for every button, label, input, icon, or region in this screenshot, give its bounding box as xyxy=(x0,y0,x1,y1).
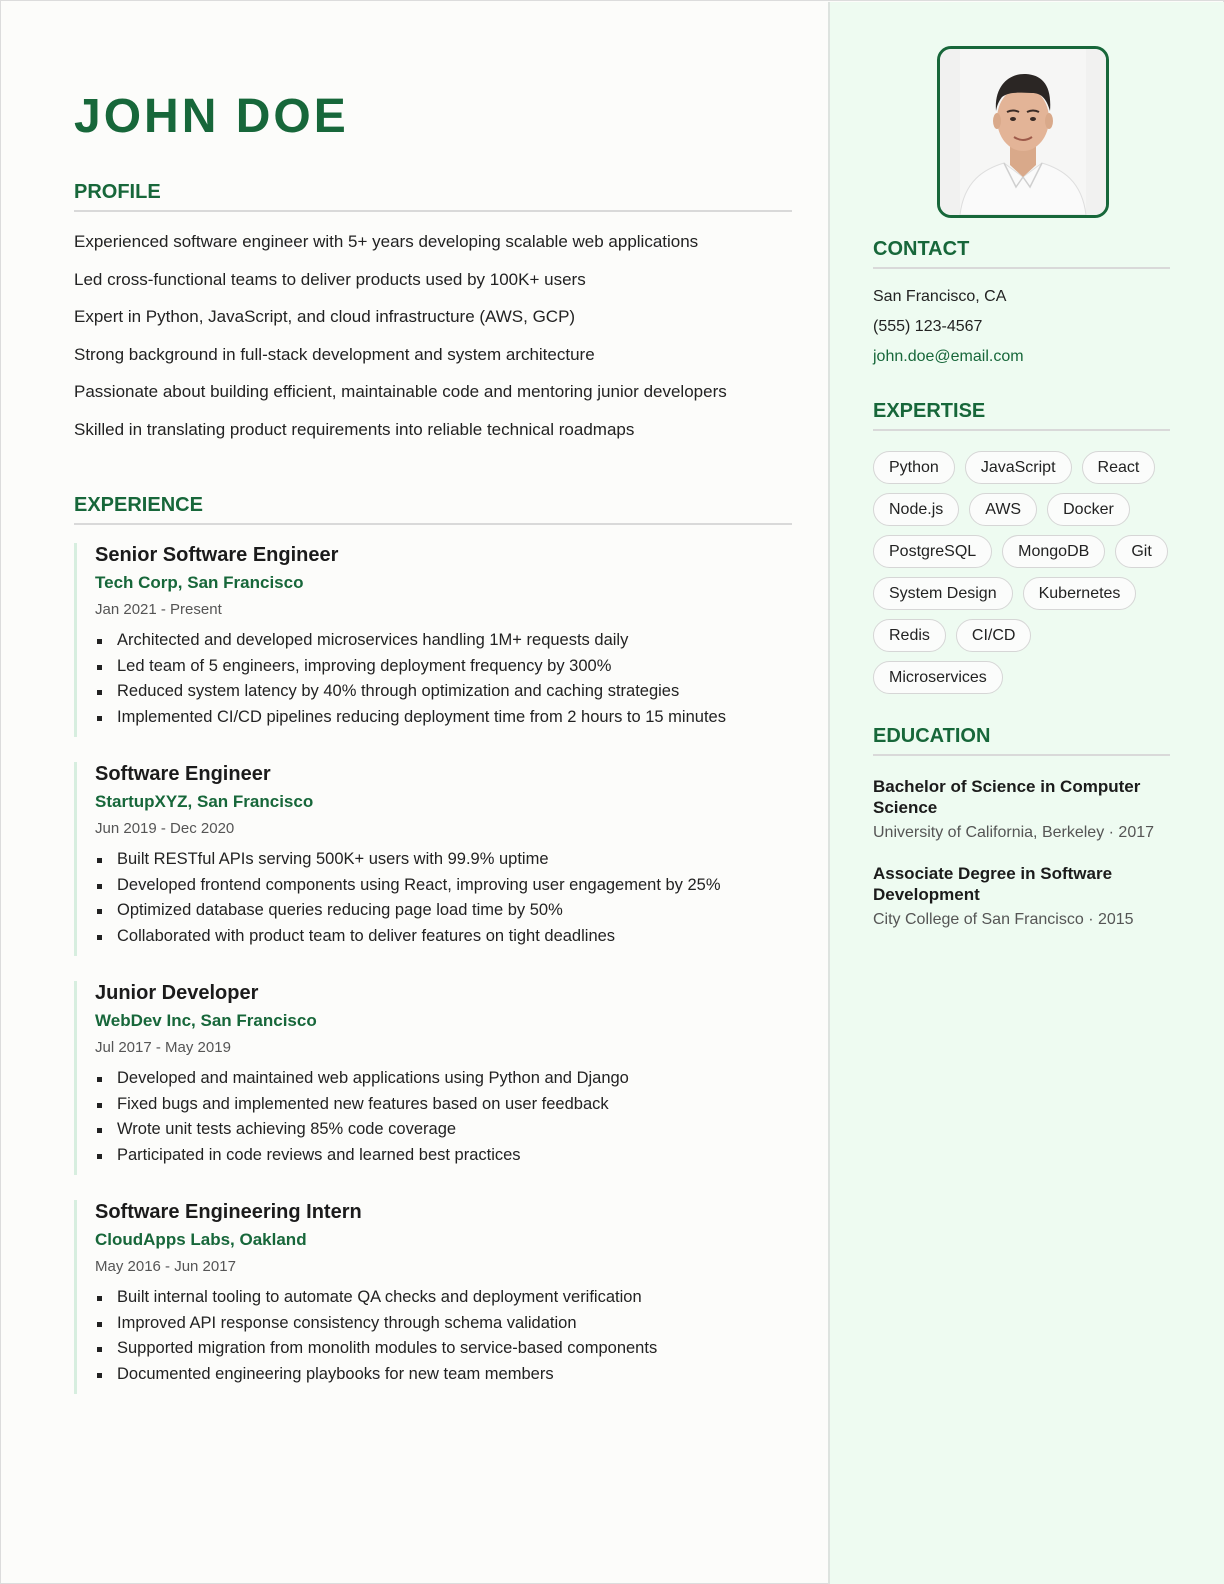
skill-chips xyxy=(873,451,1170,694)
skill-chip: Node.js xyxy=(873,493,959,526)
skill-chip: MongoDB xyxy=(1002,535,1105,568)
expertise-section xyxy=(873,400,1170,694)
job-company: Tech Corp, San Francisco xyxy=(95,573,304,592)
job-bullet: Optimized database queries reducing page load time by 50% xyxy=(95,901,792,920)
job-bullet: Built internal tooling to automate QA checks and deployment verification xyxy=(95,1288,792,1307)
job-bullet: Built RESTful APIs serving 500K+ users with 99.9% uptime xyxy=(95,850,792,869)
job-title: Junior Developer xyxy=(95,982,259,1004)
portrait-image xyxy=(940,49,1106,215)
job-bullet: Supported migration from monolith modules to service-based components xyxy=(95,1339,792,1358)
profile-line: Led cross-functional teams to deliver products used by 100K+ users xyxy=(74,269,586,289)
profile-section xyxy=(74,181,792,457)
education-degree: Associate Degree in Software Development xyxy=(873,864,1113,904)
skill-chip: Redis xyxy=(873,619,946,652)
education-entry xyxy=(873,776,1170,843)
job-entry xyxy=(74,981,792,1175)
skill-chip: AWS xyxy=(969,493,1037,526)
job-dates: May 2016 - Jun 2017 xyxy=(95,1258,236,1275)
job-title: Senior Software Engineer xyxy=(95,544,339,566)
experience-section xyxy=(74,494,792,1419)
profile-photo xyxy=(937,46,1109,218)
job-entry xyxy=(74,762,792,956)
section-title-experience: EXPERIENCE xyxy=(74,494,792,525)
section-title-contact: CONTACT xyxy=(873,238,1170,269)
sidebar xyxy=(828,2,1224,1584)
job-dates: Jan 2021 - Present xyxy=(95,601,222,618)
contact-email-link[interactable]: john.doe@email.com xyxy=(873,348,1024,365)
skill-chip: Python xyxy=(873,451,955,484)
job-bullet: Collaborated with product team to deliver features on tight deadlines xyxy=(95,927,792,946)
job-bullet: Architected and developed microservices handling 1M+ requests daily xyxy=(95,631,792,650)
profile-line: Experienced software engineer with 5+ years developing scalable web applications xyxy=(74,232,699,251)
job-title: Software Engineering Intern xyxy=(95,1201,362,1223)
profile-line: Passionate about building efficient, maintainable code and mentoring junior developers xyxy=(74,382,727,401)
job-bullets xyxy=(95,850,792,946)
job-company: CloudApps Labs, Oakland xyxy=(95,1230,307,1249)
job-bullet: Wrote unit tests achieving 85% code coverage xyxy=(95,1120,792,1139)
job-dates: Jul 2017 - May 2019 xyxy=(95,1039,231,1056)
job-bullet: Participated in code reviews and learned best practices xyxy=(95,1146,792,1165)
job-bullet: Reduced system latency by 40% through optimization and caching strategies xyxy=(95,682,792,701)
job-bullets xyxy=(95,631,792,727)
education-school: City College of San Francisco · 2015 xyxy=(873,911,1134,928)
skill-chip: CI/CD xyxy=(956,619,1032,652)
profile-line: Strong background in full-stack development and system architecture xyxy=(74,344,595,364)
job-bullets xyxy=(95,1288,792,1384)
job-bullet: Improved API response consistency through schema validation xyxy=(95,1314,792,1333)
profile-line: Skilled in translating product requirements into reliable technical roadmaps xyxy=(74,419,635,439)
profile-lines xyxy=(74,232,792,440)
skill-chip: Git xyxy=(1115,535,1167,568)
job-bullet: Documented engineering playbooks for new team members xyxy=(95,1365,792,1384)
skill-chip: PostgreSQL xyxy=(873,535,992,568)
job-list xyxy=(74,543,792,1394)
skill-chip: React xyxy=(1082,451,1156,484)
job-bullets xyxy=(95,1069,792,1165)
job-bullet: Implemented CI/CD pipelines reducing deployment time from 2 hours to 15 minutes xyxy=(95,708,792,727)
profile-line: Expert in Python, JavaScript, and cloud infrastructure (AWS, GCP) xyxy=(74,307,576,326)
education-degree: Bachelor of Science in Computer Science xyxy=(873,777,1141,817)
section-title-profile: PROFILE xyxy=(74,181,792,212)
job-bullet: Led team of 5 engineers, improving deployment frequency by 300% xyxy=(95,657,792,676)
job-title: Software Engineer xyxy=(95,763,271,785)
job-company: StartupXYZ, San Francisco xyxy=(95,792,314,811)
job-company: WebDev Inc, San Francisco xyxy=(95,1011,317,1030)
contact-section xyxy=(873,238,1170,367)
skill-chip: System Design xyxy=(873,577,1013,610)
skill-chip: Kubernetes xyxy=(1023,577,1137,610)
contact-phone: (555) 123-4567 xyxy=(873,318,983,335)
skill-chip: Microservices xyxy=(873,661,1003,694)
education-entry xyxy=(873,863,1170,930)
candidate-name: JOHN DOE xyxy=(74,90,349,143)
job-dates: Jun 2019 - Dec 2020 xyxy=(95,820,235,837)
skill-chip: JavaScript xyxy=(965,451,1072,484)
education-school: University of California, Berkeley · 2017 xyxy=(873,824,1155,841)
contact-location: San Francisco, CA xyxy=(873,288,1007,305)
job-entry xyxy=(74,1200,792,1394)
education-section xyxy=(873,725,1170,930)
section-title-education: EDUCATION xyxy=(873,725,1170,756)
job-bullet: Developed frontend components using React, improving user engagement by 25% xyxy=(95,876,792,895)
job-bullet: Developed and maintained web applications using Python and Django xyxy=(95,1069,792,1088)
skill-chip: Docker xyxy=(1047,493,1130,526)
job-entry xyxy=(74,543,792,737)
section-title-expertise: EXPERTISE xyxy=(873,400,1170,431)
job-bullet: Fixed bugs and implemented new features based on user feedback xyxy=(95,1095,792,1114)
